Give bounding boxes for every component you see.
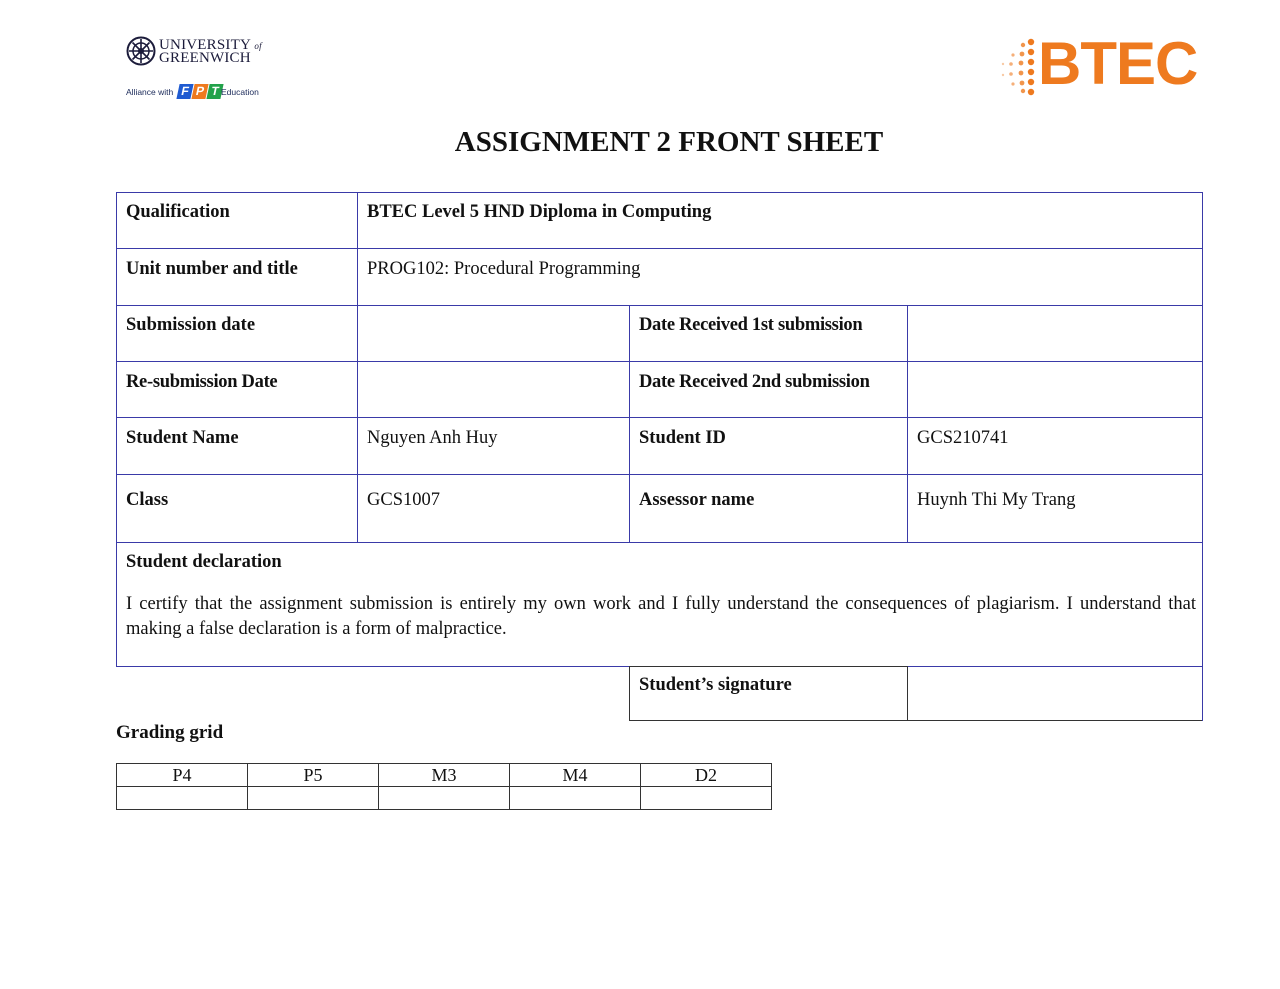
fpt-alliance-logo <box>126 82 266 102</box>
class-label: Class <box>126 490 169 510</box>
university-name-line1: UNIVERSITY of <box>159 37 262 53</box>
grade-value-d2[interactable] <box>641 787 772 810</box>
submission-date-label: Submission date <box>126 315 256 335</box>
date-received-2nd-label: Date Received 2nd submission <box>639 372 870 392</box>
student-id-value: GCS210741 <box>917 428 1009 448</box>
student-name-label: Student Name <box>126 428 239 448</box>
declaration-text: I certify that the assignment submission is entirely my own work and I fully understand the consequences of plagiarism. I understand that making a false declaration is a form of malpractice. <box>126 594 1196 639</box>
university-name-line2: GREENWICH <box>159 50 251 66</box>
qualification-value: BTEC Level 5 HND Diploma in Computing <box>367 202 712 222</box>
student-name-value: Nguyen Anh Huy <box>367 428 498 448</box>
unit-value: PROG102: Procedural Programming <box>367 259 641 279</box>
university-crest-icon <box>126 36 156 66</box>
grading-value-row <box>117 787 772 810</box>
grade-header-m3: M3 <box>379 764 510 787</box>
grade-header-p5: P5 <box>248 764 379 787</box>
page-title: ASSIGNMENT 2 FRONT SHEET <box>454 126 884 158</box>
btec-logo <box>1000 30 1198 98</box>
assessor-label: Assessor name <box>639 490 755 510</box>
grading-grid-table <box>116 763 772 810</box>
fpt-letter-p: P <box>191 84 208 99</box>
resubmission-date-label: Re-submission Date <box>126 372 278 392</box>
fpt-letter-t: T <box>206 84 223 99</box>
fpt-letter-f: F <box>176 84 193 99</box>
grade-value-p5[interactable] <box>248 787 379 810</box>
university-name-of: of <box>254 41 262 51</box>
class-value: GCS1007 <box>367 490 440 510</box>
assessor-value: Huynh Thi My Trang <box>917 490 1076 510</box>
signature-label: Student’s signature <box>639 675 792 695</box>
grade-header-p4: P4 <box>117 764 248 787</box>
btec-dots-icon <box>1000 36 1040 98</box>
qualification-label: Qualification <box>126 202 230 222</box>
grade-value-m4[interactable] <box>510 787 641 810</box>
grade-value-p4[interactable] <box>117 787 248 810</box>
education-label: Education <box>221 87 259 97</box>
grading-header-row <box>117 764 772 787</box>
declaration-heading: Student declaration <box>126 552 282 572</box>
grade-header-d2: D2 <box>641 764 772 787</box>
university-of-greenwich-logo <box>126 36 266 102</box>
unit-label: Unit number and title <box>126 259 298 279</box>
date-received-1st-label: Date Received 1st submission <box>639 315 863 335</box>
btec-wordmark: BTEC <box>1038 30 1198 97</box>
grade-value-m3[interactable] <box>379 787 510 810</box>
grade-header-m4: M4 <box>510 764 641 787</box>
student-id-label: Student ID <box>639 428 726 448</box>
grading-grid-title: Grading grid <box>116 722 224 743</box>
alliance-label: Alliance with <box>126 87 174 97</box>
